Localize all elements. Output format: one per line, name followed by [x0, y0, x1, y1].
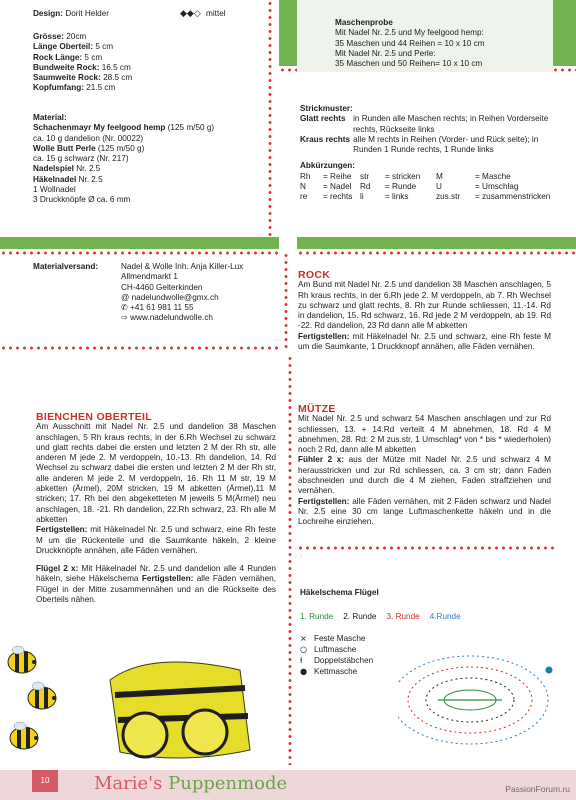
- maschenprobe-line: 35 Maschen und 44 Reihen = 10 x 10 cm: [335, 38, 485, 48]
- round-legend: [300, 612, 560, 622]
- abbreviation-cell: = Runde: [385, 182, 417, 192]
- stitch-icon: ×: [300, 632, 307, 643]
- size-value: 21.5 cm: [83, 83, 116, 93]
- material-list: [33, 123, 214, 205]
- muetze-title: MÜTZE: [298, 403, 336, 415]
- pattern-label: Kraus rechts: [300, 134, 351, 144]
- material-name: Häkelnadel: [33, 174, 77, 184]
- bee-icon: [10, 722, 38, 749]
- abbreviation-cell: U: [436, 182, 442, 192]
- size-label: Saumweite Rock:: [33, 73, 101, 83]
- crochet-chart: [398, 642, 568, 752]
- size-row: [33, 63, 132, 73]
- size-label: Länge Oberteil:: [33, 42, 94, 52]
- maschenprobe-line: 35 Maschen und 50 Reihen= 10 x 10 cm: [335, 59, 483, 69]
- abbreviation-cell: zus.str: [436, 192, 461, 202]
- bee-icon: [8, 646, 36, 673]
- bienchen-paragraph: Am Ausschnitt mit Nadel Nr. 2.5 und dandelion 38 Maschen anschlagen, 5 Rh kraus rechts, in der 6.Rh Wechsel zu schwarz und glatt rechts dabei die ersten und letzten 2 M der Rh str, alle anderen M jede 2. M verdoppeln, 10.-13. Rh dandelion, 14. Rd Wechsel zu schwarz dabei die ersten und letzten 2 M der Rh str, alle anderen M jede 2. M verdoppeln, 16. Rh 11 M str, 19 M abketten (Ärmel), 20M stricken, 19 M abketten (Ärmel),11 M stricken; 17. Rh bei den abgeketteten M jeweils 5 M(Ärmel) neu anschlagen, 18. -21. Rh dandelion, 22.Rh schwarz, 23. Rh alle M abketten: [36, 422, 276, 524]
- fluegel-finish-text: alle Fäden vernähen, Flügel in der Mitte zusammennähen und an die Rückseite des Oberteils nähen.: [36, 574, 276, 605]
- versand-label: Materialversand:: [33, 262, 99, 271]
- brand-word: Puppenmode: [168, 773, 288, 794]
- abbreviation-cell: li: [360, 192, 364, 202]
- size-row: [33, 73, 132, 83]
- material-name: Nadelspiel: [33, 164, 74, 174]
- size-value: 5 cm: [82, 52, 103, 62]
- size-row: [33, 32, 132, 42]
- table-row: [300, 135, 558, 156]
- dotted-divider: [0, 251, 279, 255]
- difficulty-icon: ◆◆◇: [180, 9, 201, 19]
- designer-name: Dorit Helder: [65, 9, 109, 18]
- material-line: [33, 154, 214, 164]
- material-line: [33, 164, 214, 174]
- round-label: 1. Runde: [300, 612, 334, 622]
- material-detail: ca. 15 g schwarz (Nr. 217): [33, 154, 129, 164]
- abbreviation-cell: str: [360, 171, 370, 181]
- material-line: [33, 123, 214, 133]
- abbreviations-table: [300, 172, 558, 203]
- abbreviation-cell: M: [436, 171, 443, 181]
- finish-label: Fertigstellen:: [298, 331, 350, 341]
- material-detail: Nr. 2.5: [76, 174, 103, 184]
- section-band: [297, 237, 576, 249]
- dotted-divider: [297, 251, 576, 255]
- material-name: Wolle Butt Perle: [33, 143, 96, 153]
- size-row: [33, 83, 132, 93]
- pattern-text: in Runden alle Maschen rechts; in Reihen Vorderseite rechts, Rückseite links: [353, 114, 549, 134]
- size-label: Grösse:: [33, 32, 64, 41]
- footer: [0, 770, 576, 800]
- abbreviation-cell: Rd: [360, 182, 371, 192]
- abbreviation-cell: = Umschlag: [475, 182, 519, 192]
- material-section: [33, 113, 214, 206]
- maschenprobe-title: Maschenprobe: [335, 18, 393, 27]
- page-number: 10: [32, 770, 58, 792]
- muetze-section: [298, 404, 551, 528]
- bienchen-title: BIENCHEN OBERTEIL: [36, 411, 152, 423]
- strickmuster-table: [300, 114, 558, 155]
- table-row: [300, 172, 558, 182]
- maschenprobe-box: [297, 0, 553, 72]
- material-detail: 1 Wollnadel: [33, 185, 76, 195]
- legend-label: Feste Masche: [314, 633, 366, 643]
- size-label: Bundweite Rock:: [33, 62, 100, 72]
- abbreviation-cell: re: [300, 192, 308, 202]
- bienchen-finish-text: mit Häkelnadel Nr. 2.5 und schwarz, eine Rh feste M um die Rückenteile und die Saumkante häkeln, 2 kleine Druckknöpfe annähen, alle Fäden vernähen.: [36, 525, 276, 555]
- versand-address: [121, 262, 243, 324]
- size-row: [33, 42, 132, 52]
- table-row: [300, 182, 558, 192]
- abbreviations-title: Abkürzungen:: [300, 161, 356, 171]
- maschenprobe-line: Mit Nadel Nr. 2.5 und My feelgood hemp:: [335, 28, 484, 38]
- size-label: Kopfumfang:: [33, 83, 84, 93]
- address-line: @ nadelundwolle@gmx.ch: [121, 292, 219, 302]
- round-label: 3. Runde: [386, 612, 420, 622]
- size-value: 16.5 cm: [99, 62, 131, 72]
- abbreviation-cell: = Masche: [475, 171, 511, 181]
- size-value: 20cm: [63, 32, 87, 41]
- rock-finish-text: mit Häkelnadel Nr. 2.5 und schwarz, eine Rh feste M um die Saumkante, 1 Druckknopf annähen, alle Fäden vernähen.: [298, 331, 551, 352]
- material-name: Schachenmayr My feelgood hemp: [33, 123, 166, 133]
- fluegel-text: Mit Häkelnadel Nr. 2.5 und dandelion alle 4 Runden häkeln, siehe Häkelschema: [36, 564, 276, 584]
- abbreviation-cell: = links: [385, 192, 409, 202]
- material-detail: Nr. 2.5: [73, 164, 101, 174]
- abbreviation-cell: = rechts: [323, 192, 353, 202]
- legend-label: Luftmasche: [314, 644, 357, 654]
- abbreviation-cell: N: [300, 182, 306, 192]
- size-value: 28.5 cm: [100, 73, 133, 83]
- fluegel-label: Flügel 2 x:: [36, 564, 79, 574]
- address-line: ✆ +41 61 981 11 55: [121, 303, 194, 313]
- knitted-top-icon: [110, 662, 250, 758]
- size-label: Rock Länge:: [33, 52, 83, 62]
- size-row: [33, 53, 132, 63]
- legend-label: Doppelstäbchen: [314, 656, 374, 666]
- watermark: PassionForum.ru: [505, 784, 570, 794]
- bee-icon: [28, 682, 56, 709]
- material-detail: 3 Druckknöpfe Ø ca. 6 mm: [33, 195, 131, 205]
- material-title: Material:: [33, 113, 67, 122]
- finish-label: Fertigstellen:: [298, 496, 350, 506]
- size-list: [33, 32, 132, 94]
- address-line: CH-4460 Gelterkinden: [121, 282, 203, 292]
- material-line: [33, 175, 214, 185]
- legend-label: Kettmasche: [314, 667, 358, 677]
- material-detail: (125 m/50 g): [165, 123, 215, 133]
- table-row: [300, 192, 558, 202]
- material-line: [33, 185, 214, 195]
- material-line: [33, 195, 214, 205]
- dotted-divider: [268, 0, 272, 236]
- abbreviation-cell: = Nadel: [323, 182, 352, 192]
- design-box: [0, 0, 268, 236]
- size-value: 5 cm: [93, 42, 114, 52]
- abbreviation-cell: = Reihe: [323, 171, 352, 181]
- brand-word: Marie's: [94, 773, 163, 794]
- brand-name: [94, 774, 287, 794]
- material-detail: ca. 10 g dandelion (Nr. 00022): [33, 133, 144, 143]
- maschenprobe-line: Mit Nadel Nr. 2.5 und Perle:: [335, 48, 436, 58]
- dotted-divider: [284, 252, 288, 350]
- material-line: [33, 144, 214, 154]
- round-label: 4.Runde: [429, 612, 461, 622]
- finish-label: Fertigstellen:: [36, 525, 88, 535]
- round-label: 2. Runde: [343, 612, 377, 622]
- pattern-label: Glatt rechts: [300, 114, 346, 124]
- abbreviation-cell: Rh: [300, 171, 311, 181]
- material-detail: (125 m/50 g): [95, 143, 145, 153]
- dotted-divider: [297, 546, 557, 550]
- address-line: ⇨ www.nadelundwolle.ch: [121, 313, 213, 323]
- strickmuster-section: [300, 104, 558, 203]
- address-line: Allmendmarkt 1: [121, 272, 178, 282]
- fuehler-text: aus der Mütze mit Nadel Nr. 2.5 und schwarz 4 M herausstricken und zur Rd schliessen, ca. 3 cm str; dann Faden abschneiden und durch die 4 M ziehen, Faden straffziehen und vernähen.: [298, 455, 551, 496]
- difficulty: [180, 9, 226, 19]
- muetze-paragraph: Mit Nadel Nr. 2.5 und schwarz 54 Maschen anschlagen und zur Rd schliessen, 13. + 14.Rd verteilt 4 M abnehmen, 18. Rd 4 M abnehmen, 28. Rd: 2 M zus.str, 1 Umschlag* von * bis * wiederholen) noch 2 Rd, dann alle M abketten: [298, 414, 551, 455]
- finish-label: Fertigstellen:: [141, 574, 194, 584]
- dotted-divider: [0, 346, 280, 350]
- design-line: [33, 9, 109, 19]
- design-label: Design:: [33, 9, 64, 18]
- pattern-text: alle M rechts in Reihen (Vorder- und Rück seite); in Runden 1 Runde rechts, 1 Runde links: [353, 134, 539, 155]
- material-line: [33, 134, 214, 144]
- rock-paragraph: Am Bund mit Nadel Nr. 2.5 und dandelion 38 Maschen anschlagen, 5 Rh kraus rechts, in der 6.Rh jede 2. M verdoppeln, ab 7. Rh Wechsel zu schwarz und glatt rechts, 8. Rh zur Runde schliessen, 11.-14. Rd in dandelion, 15. Rd schwarz, 16. Rd jede 2 M verdoppeln, ab 19. Rd -22. Rd dandelion, 23 Rd dann alle M abketten: [298, 280, 551, 331]
- strickmuster-title: Strickmuster:: [300, 104, 353, 113]
- versand-section: [33, 262, 283, 324]
- difficulty-label: mittel: [206, 9, 226, 18]
- section-band: [0, 237, 279, 249]
- address-line: Nadel & Wolle Inh. Anja Killer-Lux: [121, 262, 244, 271]
- abbreviation-cell: = stricken: [385, 171, 421, 181]
- muetze-finish-text: alle Fäden vernähen, mit 2 Fäden schwarz und Nadel Nr. 2.5 eine 30 cm lange Luftmaschenkette häkeln und in die Lochreihe einziehen.: [298, 496, 551, 527]
- fuehler-label: Fühler 2 x:: [298, 455, 345, 465]
- rock-title: ROCK: [298, 269, 331, 281]
- table-row: [300, 114, 558, 135]
- garment-photo: [0, 640, 290, 768]
- stitch-icon: ƚ: [300, 655, 303, 666]
- abbreviation-cell: = zusammenstricken: [475, 192, 551, 202]
- stitch-icon: ○: [300, 643, 308, 654]
- rock-section: [298, 270, 551, 352]
- stitch-icon: ●: [300, 666, 308, 677]
- schema-title: Häkelschema Flügel: [300, 588, 379, 597]
- bienchen-section: [36, 412, 276, 605]
